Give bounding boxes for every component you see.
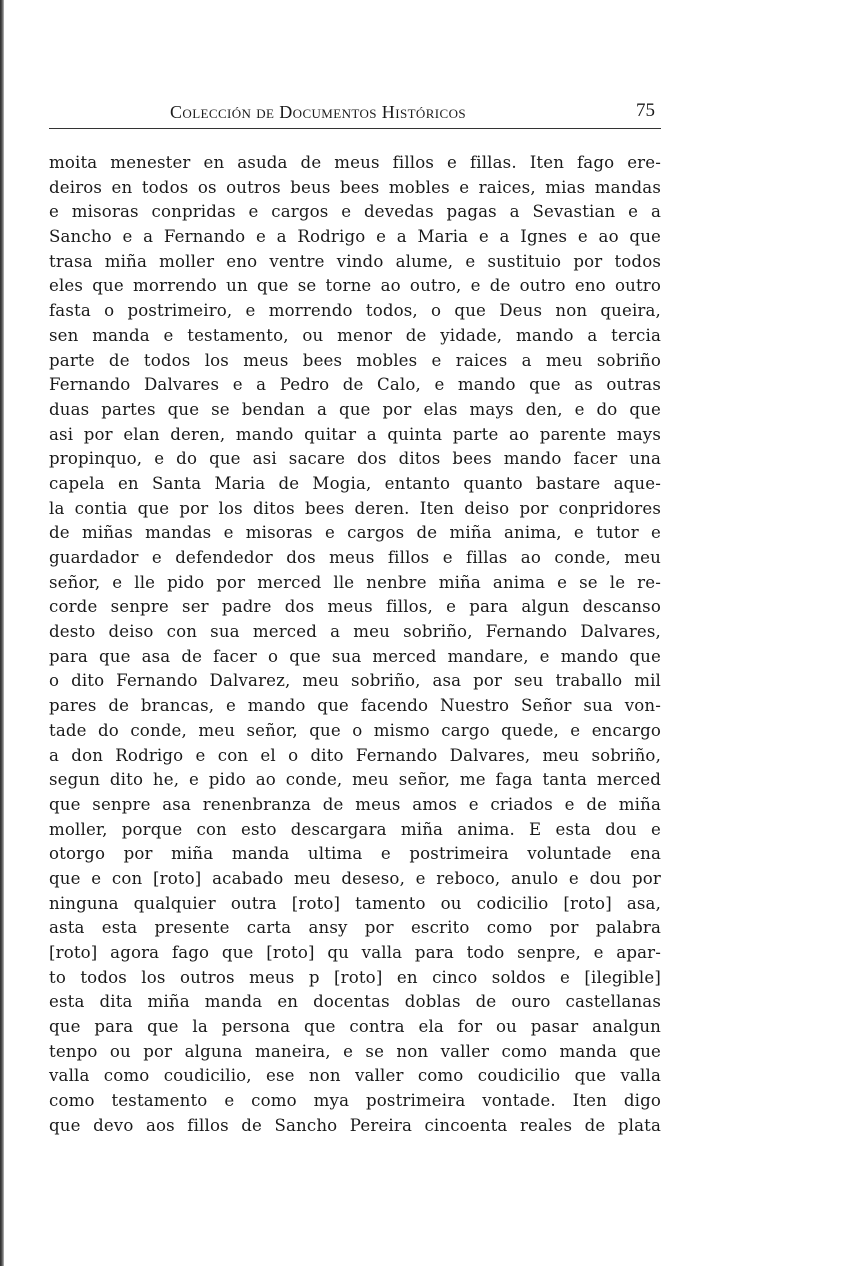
text-line: capela en Santa Maria de Mogia, entanto quanto bastare aque-: [49, 473, 661, 493]
text-line: o dito Fernando Dalvarez, meu sobriño, asa por seu traballo mil: [49, 671, 661, 691]
text-line: otorgo por miña manda ultima e postrimeira voluntade ena: [49, 844, 661, 864]
text-line: Sancho e a Fernando e a Rodrigo e a Maria e a Ignes e ao que: [49, 227, 661, 247]
text-line: de miñas mandas e misoras e cargos de miña anima, e tutor e: [49, 523, 661, 543]
book-binding-edge: [0, 0, 4, 1266]
text-line: que para que la persona que contra ela for ou pasar analgun: [49, 1017, 661, 1037]
running-title: Colección de Documentos Históricos: [170, 102, 466, 122]
text-line: desto deiso con sua merced a meu sobriño, Fernando Dalvares,: [49, 622, 661, 642]
body-text: [49, 151, 661, 1139]
text-line: eles que morrendo un que se torne ao outro, e de outro eno outro: [49, 276, 661, 296]
text-line: fasta o postrimeiro, e morrendo todos, o que Deus non queira,: [49, 301, 661, 321]
text-line: esta dita miña manda en docentas doblas de ouro castellanas: [49, 992, 661, 1012]
text-line: la contia que por los ditos bees deren. Iten deiso por conpridores: [49, 498, 661, 518]
text-line: a don Rodrigo e con el o dito Fernando Dalvares, meu sobriño,: [49, 745, 661, 765]
text-line: moller, porque con esto descargara miña anima. E esta dou e: [49, 819, 661, 839]
text-line: señor, e lle pido por merced lle nenbre miña anima e se le re-: [49, 572, 661, 592]
page-number: 75: [636, 100, 655, 121]
text-line: moita menester en asuda de meus fillos e fillas. Iten fago ere-: [49, 153, 661, 172]
text-line: deiros en todos os outros beus bees mobles e raices, mias mandas: [49, 177, 661, 197]
text-line: que senpre asa renenbranza de meus amos e criados e de miña: [49, 794, 661, 814]
text-line: asta esta presente carta ansy por escrito como por palabra: [49, 918, 661, 938]
text-line: [roto] agora fago que [roto] qu valla para todo senpre, e apar-: [49, 943, 661, 962]
text-line: que e con [roto] acabado meu deseso, e reboco, anulo e dou por: [49, 868, 661, 888]
text-line: que devo aos fillos de Sancho Pereira cincoenta reales de plata: [49, 1115, 661, 1135]
text-line: parte de todos los meus bees mobles e raices a meu sobriño: [49, 350, 661, 370]
text-line: to todos los outros meus p [roto] en cinco soldos e [ilegible]: [49, 967, 661, 987]
text-line: para que asa de facer o que sua merced mandare, e mando que: [49, 646, 661, 666]
document-page: [49, 96, 661, 1139]
text-line: Fernando Dalvares e a Pedro de Calo, e mando que as outras: [49, 375, 661, 395]
text-line: ninguna qualquier outra [roto] tamento ou codicilio [roto] asa,: [49, 893, 661, 913]
text-line: trasa miña moller eno ventre vindo alume, e sustituio por todos: [49, 251, 661, 271]
text-line: guardador e defendedor dos meus fillos e fillas ao conde, meu: [49, 548, 661, 567]
text-line: segun dito he, e pido ao conde, meu señor, me faga tanta merced: [49, 770, 661, 790]
text-line: sen manda e testamento, ou menor de yidade, mando a tercia: [49, 325, 661, 345]
text-line: pares de brancas, e mando que facendo Nuestro Señor sua von-: [49, 696, 661, 716]
text-line: como testamento e como mya postrimeira vontade. Iten digo: [49, 1091, 661, 1111]
text-line: valla como coudicilio, ese non valler como coudicilio que valla: [49, 1066, 661, 1086]
text-line: propinquo, e do que asi sacare dos ditos bees mando facer una: [49, 449, 661, 469]
text-line: tenpo ou por alguna maneira, e se non valler como manda que: [49, 1041, 661, 1061]
text-line: corde senpre ser padre dos meus fillos, e para algun descanso: [49, 597, 661, 617]
text-line: e misoras conpridas e cargos e devedas pagas a Sevastian e a: [49, 202, 661, 222]
text-line: tade do conde, meu señor, que o mismo cargo quede, e encargo: [49, 720, 661, 740]
text-line: asi por elan deren, mando quitar a quinta parte ao parente mays: [49, 424, 661, 444]
text-line: duas partes que se bendan a que por elas mays den, e do que: [49, 399, 661, 419]
running-header: [49, 96, 661, 129]
